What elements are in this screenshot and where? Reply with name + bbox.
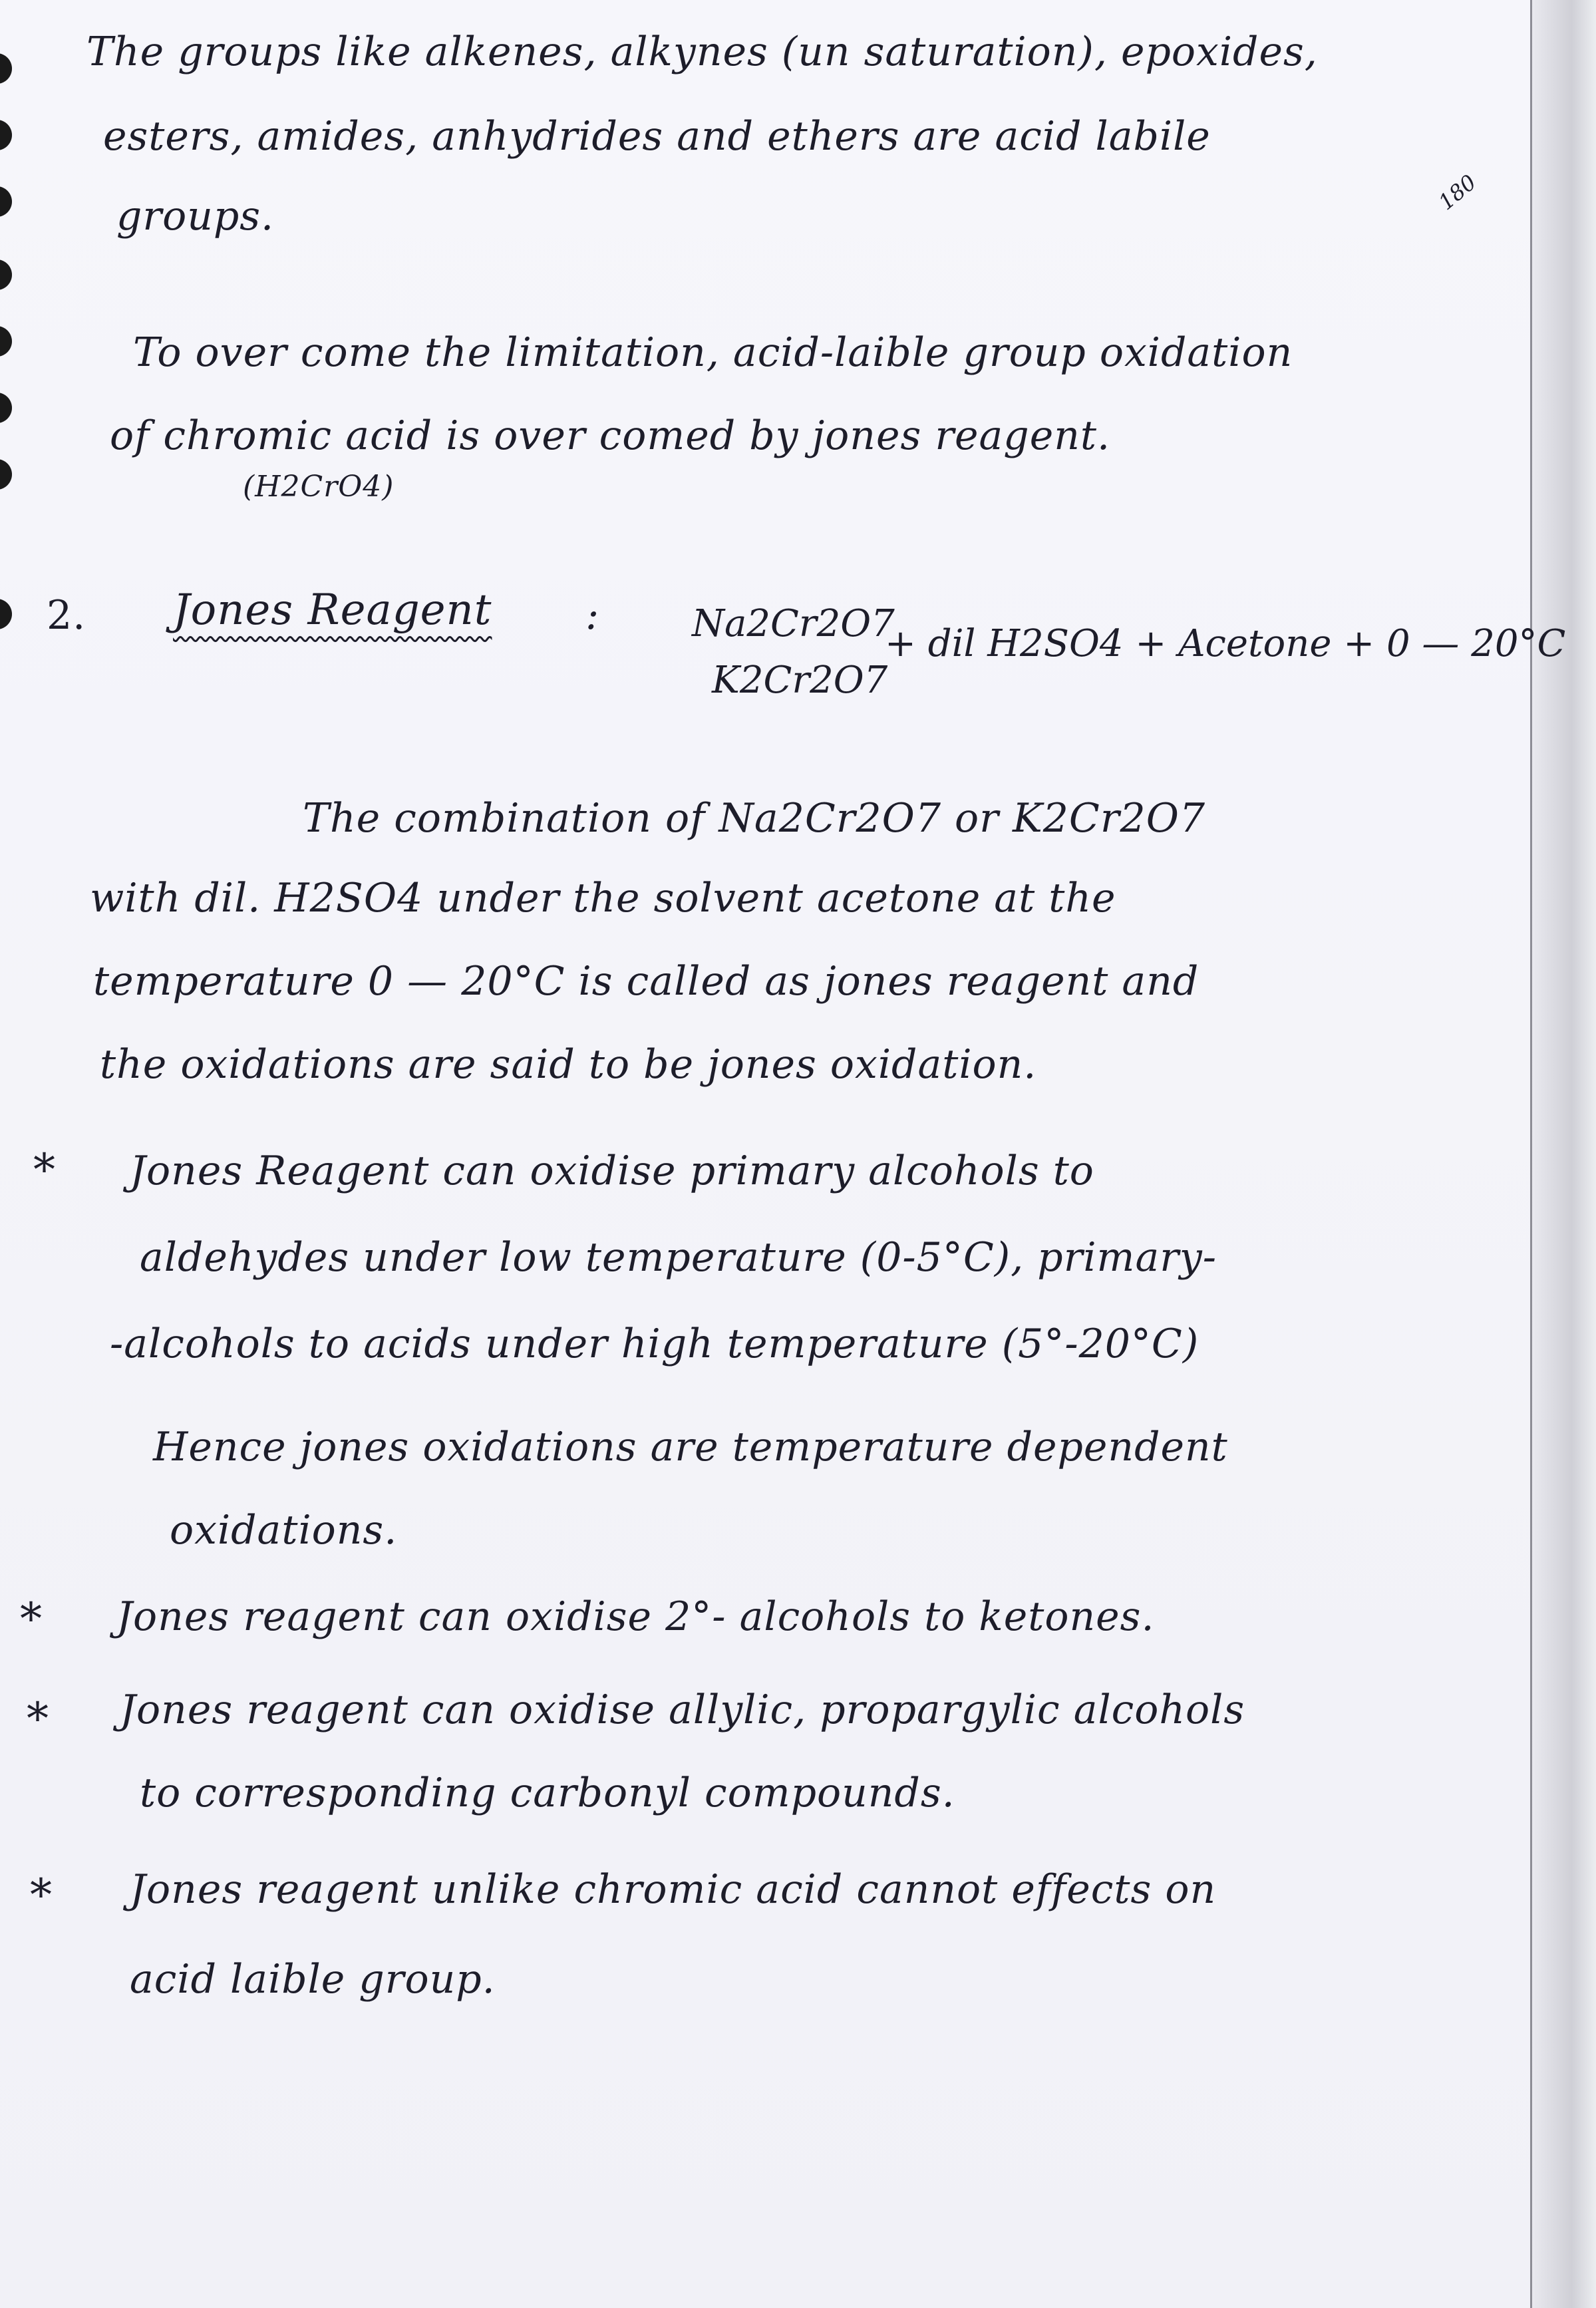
para1-line1: The groups like alkenes, alkynes (un saturation), epoxides, (86, 29, 1318, 75)
bullet3-line1: Jones reagent can oxidise allylic, propargylic alcohols (120, 1687, 1245, 1733)
bullet-star: * (30, 1870, 52, 1921)
page-edge (1530, 0, 1596, 2308)
para1-line2: esters, amides, anhydrides and ethers are acid labile (103, 113, 1211, 160)
para2-line1: To over come the limitation, acid-laible group oxidation (133, 329, 1293, 376)
bullet-star: * (33, 1144, 55, 1196)
margin-note: 180 (1433, 169, 1482, 216)
bullet1-line2: aldehydes under low temperature (0-5°C), primary- (140, 1234, 1217, 1281)
formula-sodium-dichromate: Na2Cr2O7 (692, 602, 895, 645)
bullet1-line1: Jones Reagent can oxidise primary alcohols to (130, 1148, 1094, 1194)
bullet1-line5: oxidations. (170, 1507, 398, 1554)
section-colon: : (585, 592, 600, 639)
bullet1-line4: Hence jones oxidations are temperature dependent (153, 1424, 1228, 1470)
bullet4-line2: acid laible group. (130, 1956, 496, 2003)
para3-line3: temperature 0 — 20°C is called as jones reagent and (93, 958, 1199, 1005)
bullet-star: * (20, 1593, 42, 1645)
section-title: Jones Reagent (173, 585, 492, 635)
bullet1-line3: -alcohols to acids under high temperature (5°-20°C) (110, 1321, 1199, 1367)
formula-potassium-dichromate: K2Cr2O7 (712, 659, 888, 702)
chromic-acid-formula: (H2CrO4) (243, 470, 395, 504)
bullet3-line2: to corresponding carbonyl compounds. (140, 1770, 955, 1816)
bullet-star: * (27, 1693, 49, 1744)
para3-line1: The combination of Na2Cr2O7 or K2Cr2O7 (303, 795, 1206, 842)
formula-reagents: + dil H2SO4 + Acetone + 0 — 20°C (885, 622, 1566, 665)
bullet4-line1: Jones reagent unlike chromic acid cannot effects on (130, 1866, 1217, 1913)
para1-line3: groups. (116, 193, 275, 240)
para2-line2: of chromic acid is over comed by jones reagent. (110, 412, 1111, 459)
section-number: 2. (47, 592, 86, 639)
para3-line2: with dil. H2SO4 under the solvent acetone at the (90, 875, 1116, 921)
bullet2-line1: Jones reagent can oxidise 2°- alcohols to ketones. (116, 1593, 1155, 1640)
para3-line4: the oxidations are said to be jones oxidation. (100, 1041, 1037, 1088)
